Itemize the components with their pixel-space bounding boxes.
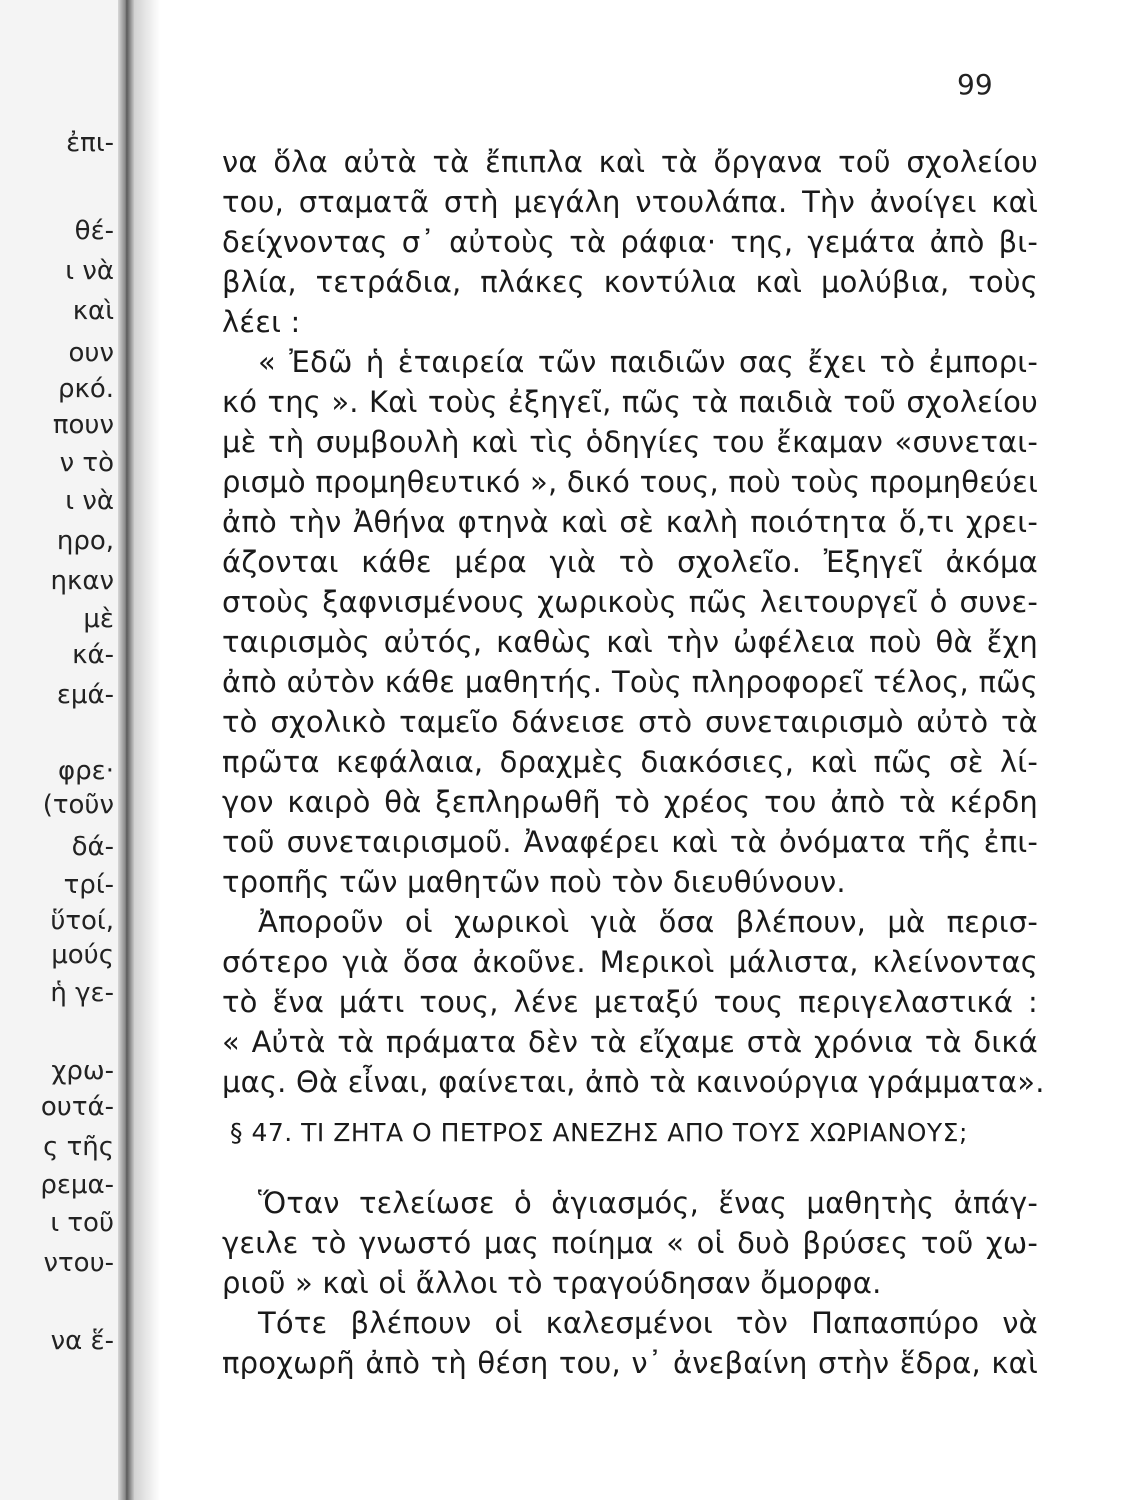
text-line: γειλε τὸ γνωστό μας ποίημα « οἱ δυὸ βρύσες τοῦ χω- — [222, 1226, 1038, 1260]
text-line: ριοῦ » καὶ οἱ ἄλλοι τὸ τραγούδησαν ὄμορφα. — [222, 1266, 882, 1300]
prev-page-fragment: ρεμα- — [40, 1170, 114, 1200]
page-number: 99 — [957, 68, 993, 101]
text-line: Ἀποροῦν οἱ χωρικοὶ γιὰ ὅσα βλέπουν, μὰ περισ- — [258, 905, 1038, 939]
text-line: τοῦ συνεταιρισμοῦ. Ἀναφέρει καὶ τὰ ὀνόματα τῆς ἐπι- — [222, 825, 1038, 859]
text-line: ἀπὸ τὴν Ἀθήνα φτηνὰ καὶ σὲ καλὴ ποιότητα ὅ,τι χρει- — [222, 505, 1038, 539]
prev-page-fragment: δά- — [71, 832, 114, 862]
prev-page-fragment: να ἕ- — [50, 1326, 114, 1356]
text-line: μὲ τὴ συμβουλὴ καὶ τὶς ὁδηγίες του ἔκαμαν «συνεται- — [222, 425, 1038, 459]
prev-page-fragment: ὕτοί, — [50, 906, 114, 936]
text-line: ἀπὸ αὐτὸν κάθε μαθητής. Τοὺς πληροφορεῖ τέλος, πῶς — [222, 665, 1038, 699]
prev-page-fragment: ουν — [68, 338, 114, 368]
previous-page-margin — [0, 0, 118, 1500]
text-line: μας. Θὰ εἶναι, φαίνεται, ἀπὸ τὰ καινούργια γράμματα». — [222, 1065, 1045, 1099]
prev-page-fragment: καὶ — [72, 296, 114, 326]
prev-page-fragment: εμά- — [56, 680, 114, 710]
prev-page-fragment: κά- — [72, 640, 114, 670]
text-line: τροπῆς τῶν μαθητῶν ποὺ τὸν διευθύνουν. — [222, 865, 846, 899]
paragraph-main — [222, 142, 1045, 1102]
text-line: « Αὐτὰ τὰ πράματα δὲν τὰ εἴχαμε στὰ χρόνια τὰ δικά — [222, 1025, 1038, 1059]
prev-page-fragment: χρω- — [51, 1056, 114, 1086]
prev-page-fragment: ς τῆς — [43, 1132, 114, 1162]
text-line: Ὅταν τελείωσε ὁ ἁγιασμός, ἕνας μαθητὴς ἀπάγ- — [258, 1186, 1038, 1220]
prev-page-fragment: ι νὰ — [65, 256, 114, 286]
prev-page-fragment: θέ- — [74, 216, 114, 246]
text-line: προχωρῆ ἀπὸ τὴ θέση του, ν᾽ ἀνεβαίνη στὴν ἕδρα, καὶ — [222, 1346, 1038, 1380]
text-line: « Ἐδῶ ἡ ἑταιρεία τῶν παιδιῶν σας ἔχει τὸ ἐμπορι- — [258, 345, 1038, 379]
text-line: ταιρισμὸς αὐτός, καθὼς καὶ τὴν ὠφέλεια ποὺ θὰ ἔχη — [222, 625, 1038, 659]
text-line: άζονται κάθε μέρα γιὰ τὸ σχολεῖο. Ἐξηγεῖ ἀκόμα — [222, 545, 1038, 579]
prev-page-fragment: μὲ — [83, 604, 114, 634]
text-line: πρῶτα κεφάλαια, δραχμὲς διακόσιες, καὶ πῶς σὲ λί- — [222, 745, 1038, 779]
text-line: κό της ». Καὶ τοὺς ἐξηγεῖ, πῶς τὰ παιδιὰ τοῦ σχολείου — [222, 385, 1038, 419]
prev-page-fragment: ηρο, — [56, 526, 114, 556]
text-line: δείχνοντας σ᾽ αὐτοὺς τὰ ράφια· της, γεμάτα ἀπὸ βι- — [222, 225, 1038, 259]
prev-page-fragment: τρί- — [63, 870, 114, 900]
prev-page-fragment: ντου- — [43, 1248, 114, 1278]
prev-page-fragment: ηκαν — [50, 566, 114, 596]
prev-page-fragment: ουτά- — [40, 1092, 114, 1122]
text-line: ρισμὸ προμηθευτικό », δικό τους, ποὺ τοὺς προμηθεύει — [222, 465, 1038, 499]
prev-page-fragment: ν τὸ — [59, 448, 114, 478]
prev-page-fragment: φρε· — [58, 756, 114, 786]
prev-page-fragment: πουν — [52, 410, 114, 440]
prev-page-fragment: ι τοῦ — [50, 1208, 114, 1238]
text-line: στοὺς ξαφνισμένους χωρικοὺς πῶς λειτουργεῖ ὁ συνε- — [222, 585, 1038, 619]
prev-page-fragment: μούς — [51, 940, 114, 970]
text-line: τὸ σχολικὸ ταμεῖο δάνεισε στὸ συνεταιρισμὸ αὐτὸ τὰ — [222, 705, 1038, 739]
text-line: του, σταματᾶ στὴ μεγάλη ντουλάπα. Τὴν ἀνοίγει καὶ — [222, 185, 1038, 219]
prev-page-fragment: ρκό. — [58, 374, 114, 404]
prev-page-fragment: ἡ γε- — [50, 978, 114, 1008]
text-line: να ὅλα αὐτὰ τὰ ἔπιπλα καὶ τὰ ὄργανα τοῦ σχολείου — [222, 145, 1038, 179]
prev-page-fragment: ἐπι- — [66, 128, 114, 158]
paragraph-section-47 — [222, 1183, 1038, 1383]
prev-page-fragment: (τοῦν — [42, 790, 114, 820]
text-line: Τότε βλέπουν οἱ καλεσμένοι τὸν Παπασπύρο νὰ — [258, 1306, 1038, 1340]
text-line: βλία, τετράδια, πλάκες κοντύλια καὶ μολύβια, τοὺς — [222, 265, 1038, 299]
text-line: σότερο γιὰ ὅσα ἀκοῦνε. Μερικοὶ μάλιστα, κλείνοντας — [222, 945, 1038, 979]
text-line: γον καιρὸ θὰ ξεπληρωθῆ τὸ χρέος του ἀπὸ τὰ κέρδη — [222, 785, 1038, 819]
book-spine-gutter — [118, 0, 134, 1500]
gutter-shadow — [134, 0, 160, 1500]
text-line: τὸ ἕνα μάτι τους, λένε μεταξύ τους περιγελαστικά : — [222, 985, 1038, 1019]
section-heading: § 47. ΤΙ ΖΗΤΑ Ο ΠΕΤΡΟΣ ΑΝΕΖΗΣ ΑΠΟ ΤΟΥΣ ΧΩΡΙΑΝΟΥΣ; — [230, 1118, 968, 1147]
text-line: λέει : — [222, 305, 301, 339]
prev-page-fragment: ι νὰ — [65, 486, 114, 516]
